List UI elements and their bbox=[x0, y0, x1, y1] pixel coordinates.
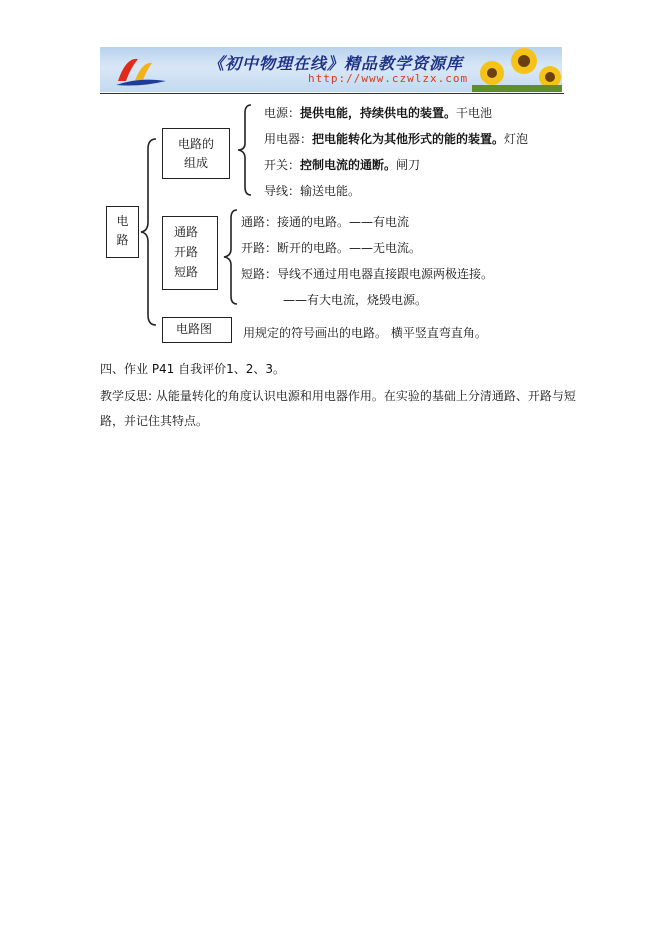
state-item-1: 通路：接通的电路。——有电流 bbox=[241, 215, 410, 229]
states-label-2: 开路 bbox=[173, 245, 198, 259]
header-banner bbox=[100, 47, 562, 92]
circuit-diagram-label: 电路图 bbox=[175, 322, 212, 336]
sunflower-icon bbox=[472, 47, 562, 92]
composition-brace bbox=[236, 103, 254, 197]
composition-item-1: 电源：提供电能，持续供电的装置。干电池 bbox=[264, 106, 493, 120]
logo-icon bbox=[112, 51, 170, 89]
state-item-2: 开路：断开的电路。——无电流。 bbox=[241, 241, 422, 255]
main-brace bbox=[140, 137, 160, 327]
homework-line: 四、作业 P41 自我评价1、2、3。 bbox=[100, 362, 286, 376]
circuit-diagram-desc: 用规定的符号画出的电路。 横平竖直弯直角。 bbox=[243, 326, 487, 340]
states-label-1: 通路 bbox=[173, 225, 198, 239]
reflection-line-1: 教学反思: 从能量转化的角度认识电源和用电器作用。在实验的基础上分清通路、开路与短 bbox=[100, 389, 576, 403]
composition-item-4: 导线：输送电能。 bbox=[264, 184, 361, 198]
states-label-3: 短路 bbox=[173, 265, 198, 279]
composition-label-1: 电路的 bbox=[177, 137, 214, 151]
composition-label-2: 组成 bbox=[183, 156, 208, 170]
composition-item-2: 用电器：把电能转化为其他形式的能的装置。灯泡 bbox=[264, 132, 529, 146]
root-label-2: 路 bbox=[116, 233, 129, 247]
states-brace bbox=[222, 208, 240, 306]
banner-title: 《初中物理在线》精品教学资源库 bbox=[208, 54, 464, 73]
reflection-line-2: 路，并记住其特点。 bbox=[100, 414, 209, 428]
banner-divider bbox=[100, 93, 564, 94]
state-item-4: ——有大电流，烧毁电源。 bbox=[283, 293, 428, 307]
state-item-3: 短路：导线不通过用电器直接跟电源两极连接。 bbox=[241, 267, 494, 281]
banner-url: http://www.czwlzx.com bbox=[308, 72, 469, 85]
composition-item-3: 开关：控制电流的通断。闸刀 bbox=[264, 158, 421, 172]
root-label-1: 电 bbox=[116, 214, 129, 228]
